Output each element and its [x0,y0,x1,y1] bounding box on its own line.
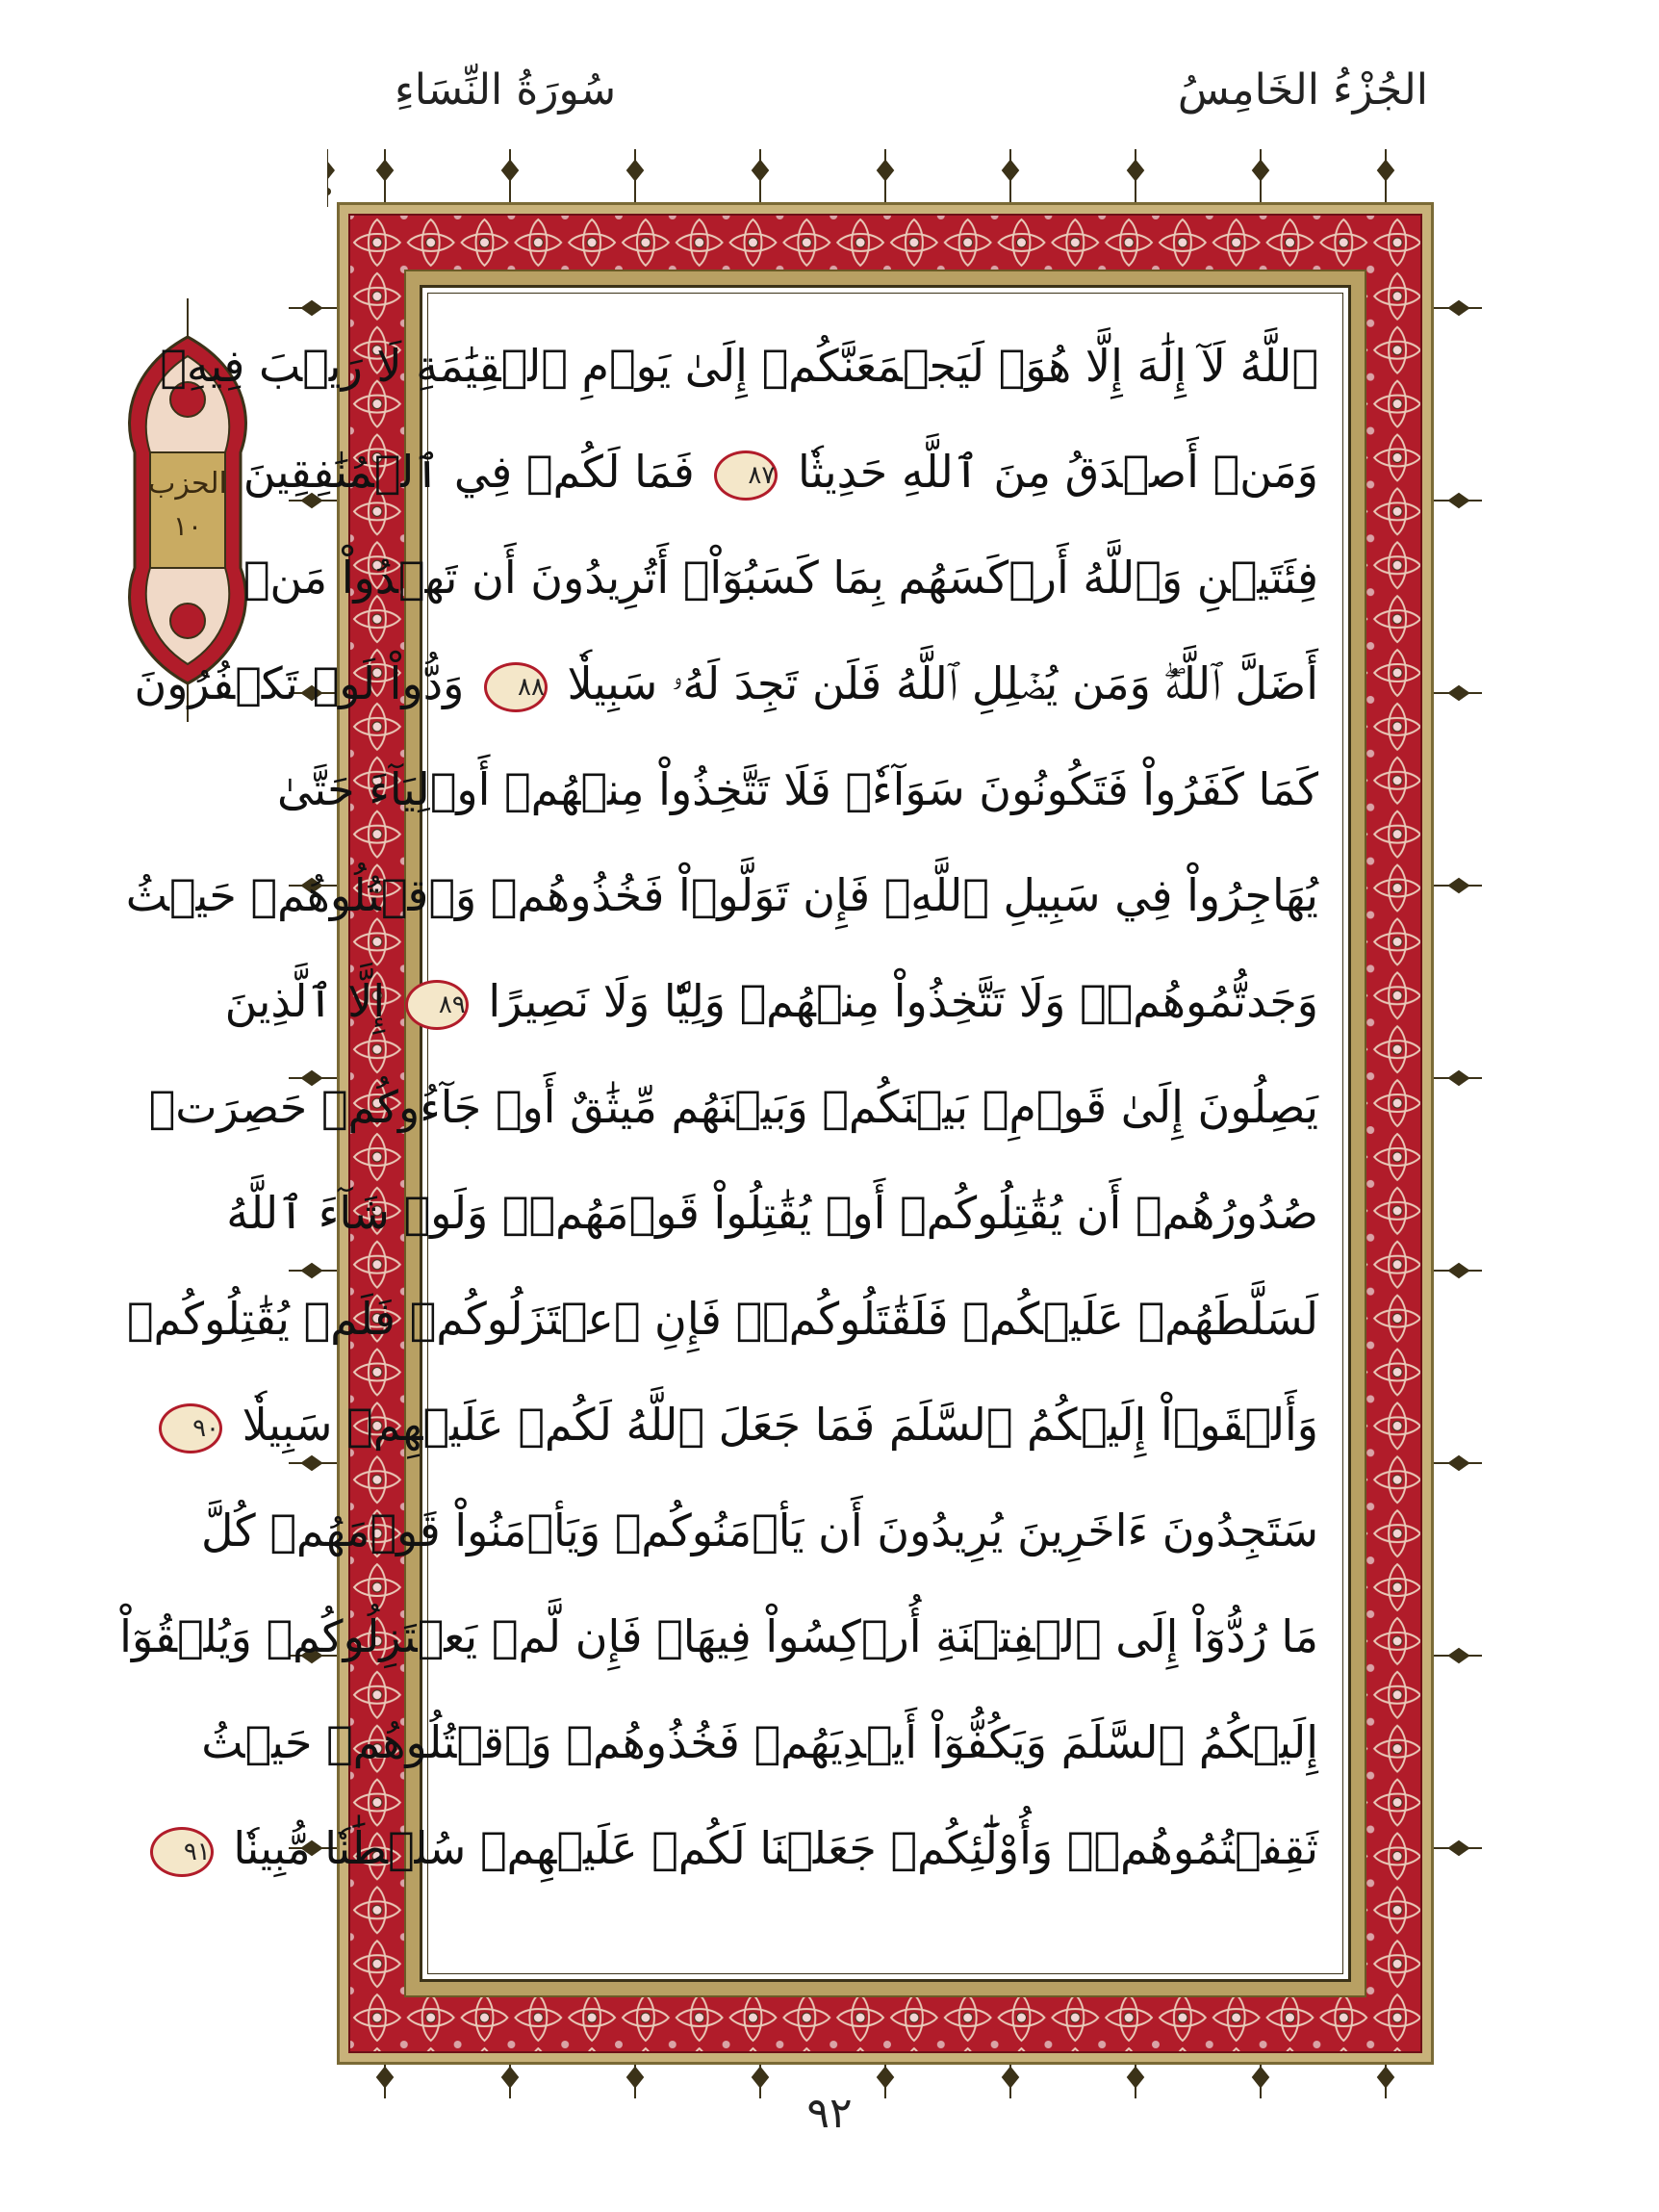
verse-line-14: إِلَيۡكُمُ ٱلسَّلَمَ وَيَكُفُّوٓاْ أَيۡدِيَهُمۡ فَخُذُوهُمۡ وَٱقۡتُلُوهُمۡ حَيۡثُ [201,1716,1318,1768]
verse-line-8: يَصِلُونَ إِلَىٰ قَوۡمِۭ بَيۡنَكُمۡ وَبَيۡنَهُم مِّيثَٰقٌ أَوۡ جَآءُوكُمۡ حَصِرَتۡ [148,1081,1318,1133]
hizb-number: ١٠ [172,510,203,542]
verse-line-3: فِئَتَيۡنِ وَٱللَّهُ أَرۡكَسَهُم بِمَا كَسَبُوٓاْۚ أَتُرِيدُونَ أَن تَهۡدُواْ مَنۡ [242,552,1318,604]
verse-line-2: وَمَنۡ أَصۡدَقُ مِنَ ٱللَّهِ حَدِيثٗا ٨٧ فَمَا لَكُمۡ فِي ٱلۡمُنَٰفِقِينَ [452,424,1318,520]
juz-title: الجُزْءُ الخَامِسُ [1177,65,1428,115]
verse-line-9: صُدُورُهُمۡ أَن يُقَٰتِلُوكُمۡ أَوۡ يُقَٰتِلُواْ قَوۡمَهُمۡۚ وَلَوۡ شَآءَ ٱللَّهُ [226,1187,1318,1239]
ayah-marker-88: ٨٨ [484,662,548,712]
surah-title: سُورَةُ النِّسَاءِ [395,65,617,115]
top-finials-icon [327,149,1443,207]
verse-line-12: سَتَجِدُونَ ءَاخَرِينَ يُرِيدُونَ أَن يَأۡمَنُوكُمۡ وَيَأۡمَنُواْ قَوۡمَهُمۡ كُلَّ [200,1505,1318,1556]
verse-line-7: وَجَدتُّمُوهُمۡۖ وَلَا تَتَّخِذُواْ مِنۡهُمۡ وَلِيّٗا وَلَا نَصِيرًا ٨٩ إِلَّا ٱلَّذِينَ [452,953,1318,1049]
hizb-label: الحزب [148,467,227,501]
verse-line-4: أَضَلَّ ٱللَّهُۖ وَمَن يُضۡلِلِ ٱللَّهُ فَلَن تَجِدَ لَهُۥ سَبِيلٗا ٨٨ وَدُّواْ لَوۡ تَكۡفُرُونَ [452,635,1318,732]
verse-line-10: لَسَلَّطَهُمۡ عَلَيۡكُمۡ فَلَقَٰتَلُوكُمۡۚ فَإِنِ ٱعۡتَزَلُوكُمۡ فَلَمۡ يُقَٰتِلُوكُمۡ [126,1293,1318,1345]
page-number: ٩٢ [806,2089,853,2138]
verse-line-6: يُهَاجِرُواْ فِي سَبِيلِ ٱللَّهِۚ فَإِن تَوَلَّوۡاْ فَخُذُوهُمۡ وَٱقۡتُلُوهُمۡ حَيۡثُ [125,869,1318,921]
verse-line-5: كَمَا كَفَرُواْ فَتَكُونُونَ سَوَآءٗۖ فَلَا تَتَّخِذُواْ مِنۡهُمۡ أَوۡلِيَآءَ حَتَّىٰ [276,763,1318,815]
ayah-marker-89: ٨٩ [405,980,469,1030]
verse-line-1: ٱللَّهُ لَآ إِلَٰهَ إِلَّا هُوَۚ لَيَجۡمَعَنَّكُمۡ إِلَىٰ يَوۡمِ ٱلۡقِيَٰمَةِ لَا رَيۡبَ فِيهِۗ [160,340,1318,392]
ayah-marker-90: ٩٠ [159,1403,222,1453]
ayah-marker-87: ٨٧ [714,450,778,501]
verse-line-11: وَأَلۡقَوۡاْ إِلَيۡكُمُ ٱلسَّلَمَ فَمَا جَعَلَ ٱللَّهُ لَكُمۡ عَلَيۡهِمۡ سَبِيلٗا ٩٠ [452,1376,1318,1473]
right-finials-icon [1434,270,1482,2002]
verse-line-13: مَا رُدُّوٓاْ إِلَى ٱلۡفِتۡنَةِ أُرۡكِسُواْ فِيهَاۚ فَإِن لَّمۡ يَعۡتَزِلُوكُمۡ وَيُلۡقُوٓاْ [119,1610,1318,1662]
verse-line-15: ثَقِفۡتُمُوهُمۡۚ وَأُوْلَٰٓئِكُمۡ جَعَلۡنَا لَكُمۡ عَلَيۡهِمۡ سُلۡطَٰنٗا مُّبِينٗا ٩١ [452,1800,1318,1896]
ayah-marker-91: ٩١ [150,1827,214,1877]
